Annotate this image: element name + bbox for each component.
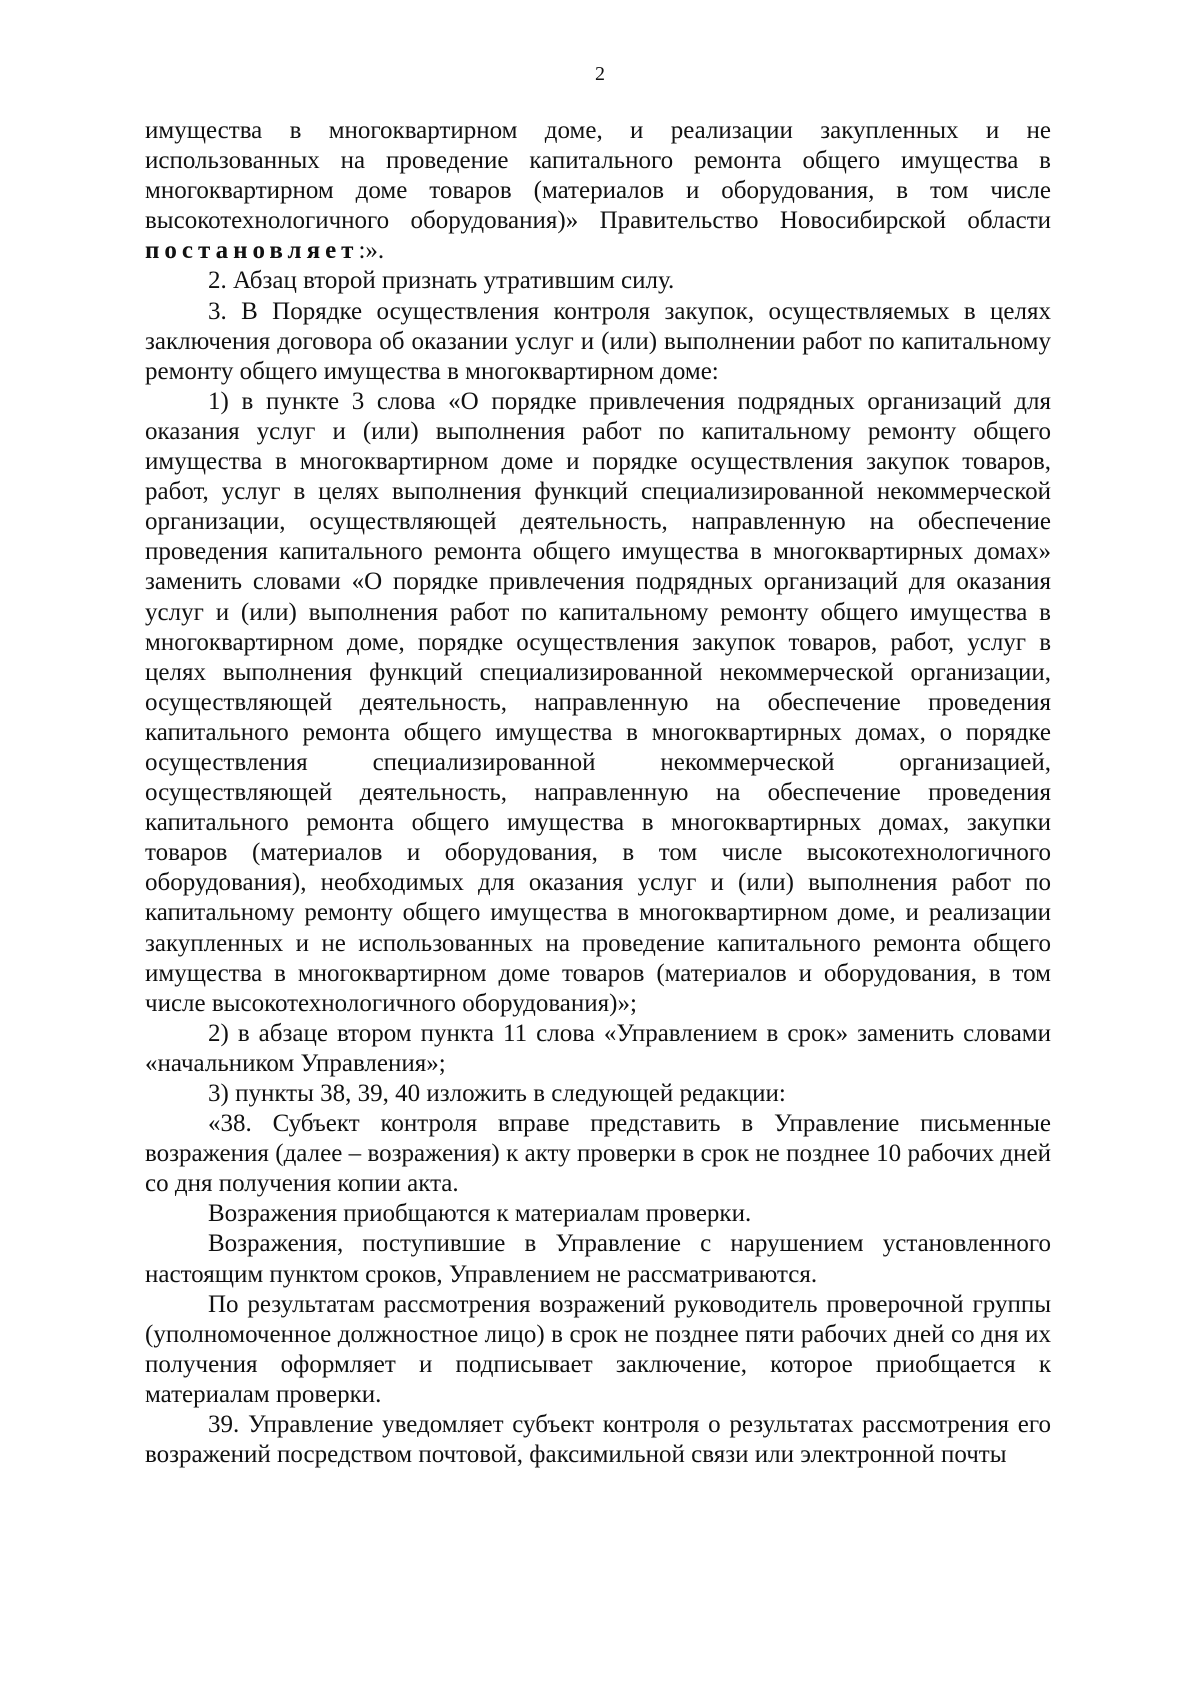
paragraph-item-3: 3. В Порядке осуществления контроля закупок, осуществляемых в целях заключения договора об оказании услуг и (или) выполнении работ по капитальному ремонту общего имущества в многоквартирном доме: <box>145 297 1051 385</box>
preamble-text: имущества в многоквартирном доме, и реализации закупленных и не использованных на проведение капитального ремонта общего имущества в многоквартирном доме товаров (материалов и оборудования, в том числе высокотехнологичного оборудования)» Правительство Новосибирской области <box>145 117 1051 235</box>
paragraph-objections-late: Возражения, поступившие в Управление с нарушением установленного настоящим пунктом сроков, Управлением не рассматриваются. <box>145 1230 1051 1288</box>
paragraph-objections-review: По результатам рассмотрения возражений руководитель проверочной группы (уполномоченное должностное лицо) в срок не позднее пяти рабочих дней со дня их получения оформляет и подписывает заключение, которое приобщается к материалам проверки. <box>145 1290 1051 1408</box>
resolves-keyword: постановляет <box>145 237 359 265</box>
paragraph-subitem-3: 3) пункты 38, 39, 40 изложить в следующей редакции: <box>208 1080 786 1107</box>
paragraph-clause-38: «38. Субъект контроля вправе представить в Управление письменные возражения (далее – возражения) к акту проверки в срок не позднее 10 рабочих дней со дня получения копии акта. <box>145 1110 1051 1198</box>
paragraph-preamble-continuation <box>145 116 1051 266</box>
paragraph-subitem-2: 2) в абзаце втором пункта 11 слова «Управлением в срок» заменить словами «начальником Управления»; <box>145 1019 1051 1077</box>
paragraph-subitem-1: 1) в пункте 3 слова «О порядке привлечения подрядных организаций для оказания услуг и (или) выполнения работ по капитальному ремонту общего имущества в многоквартирном доме и порядке осуществления закупок товаров, работ, услуг в целях выполнения функций специализированной некоммерческой организации, осуществляющей деятельность, направленную на обеспечение проведения капитального ремонта общего имущества в многоквартирных домах» заменить словами «О порядке привлечения подрядных организаций для оказания услуг и (или) выполнения работ по капитальному ремонту общего имущества в многоквартирном доме, порядке осуществления закупок товаров, работ, услуг в целях выполнения функций специализированной некоммерческой организации, осуществляющей деятельность, направленную на обеспечение проведения капитального ремонта общего имущества в многоквартирных домах, о порядке осуществления специализированной некоммерческой организацией, осуществляющей деятельность, направленную на обеспечение проведения капитального ремонта общего имущества в многоквартирных домах, закупки товаров (материалов и оборудования, в том числе высокотехнологичного оборудования), необходимых для оказания услуг и (или) выполнения работ по капитальному ремонту общего имущества в многоквартирном доме, и реализации закупленных и не использованных на проведение капитального ремонта общего имущества в многоквартирном доме товаров (материалов и оборудования, в том числе высокотехнологичного оборудования)»; <box>145 387 1051 1017</box>
document-body <box>145 116 1051 1470</box>
paragraph-objections-attached: Возражения приобщаются к материалам проверки. <box>208 1200 752 1228</box>
paragraph-clause-39: 39. Управление уведомляет субъект контроля о результатах рассмотрения его возражений посредством почтовой, факсимильной связи или электронной почты <box>145 1411 1051 1469</box>
paragraph-item-2: 2. Абзац второй признать утратившим силу. <box>208 267 675 295</box>
page-number: 2 <box>595 63 605 85</box>
preamble-tail: :». <box>358 237 385 265</box>
